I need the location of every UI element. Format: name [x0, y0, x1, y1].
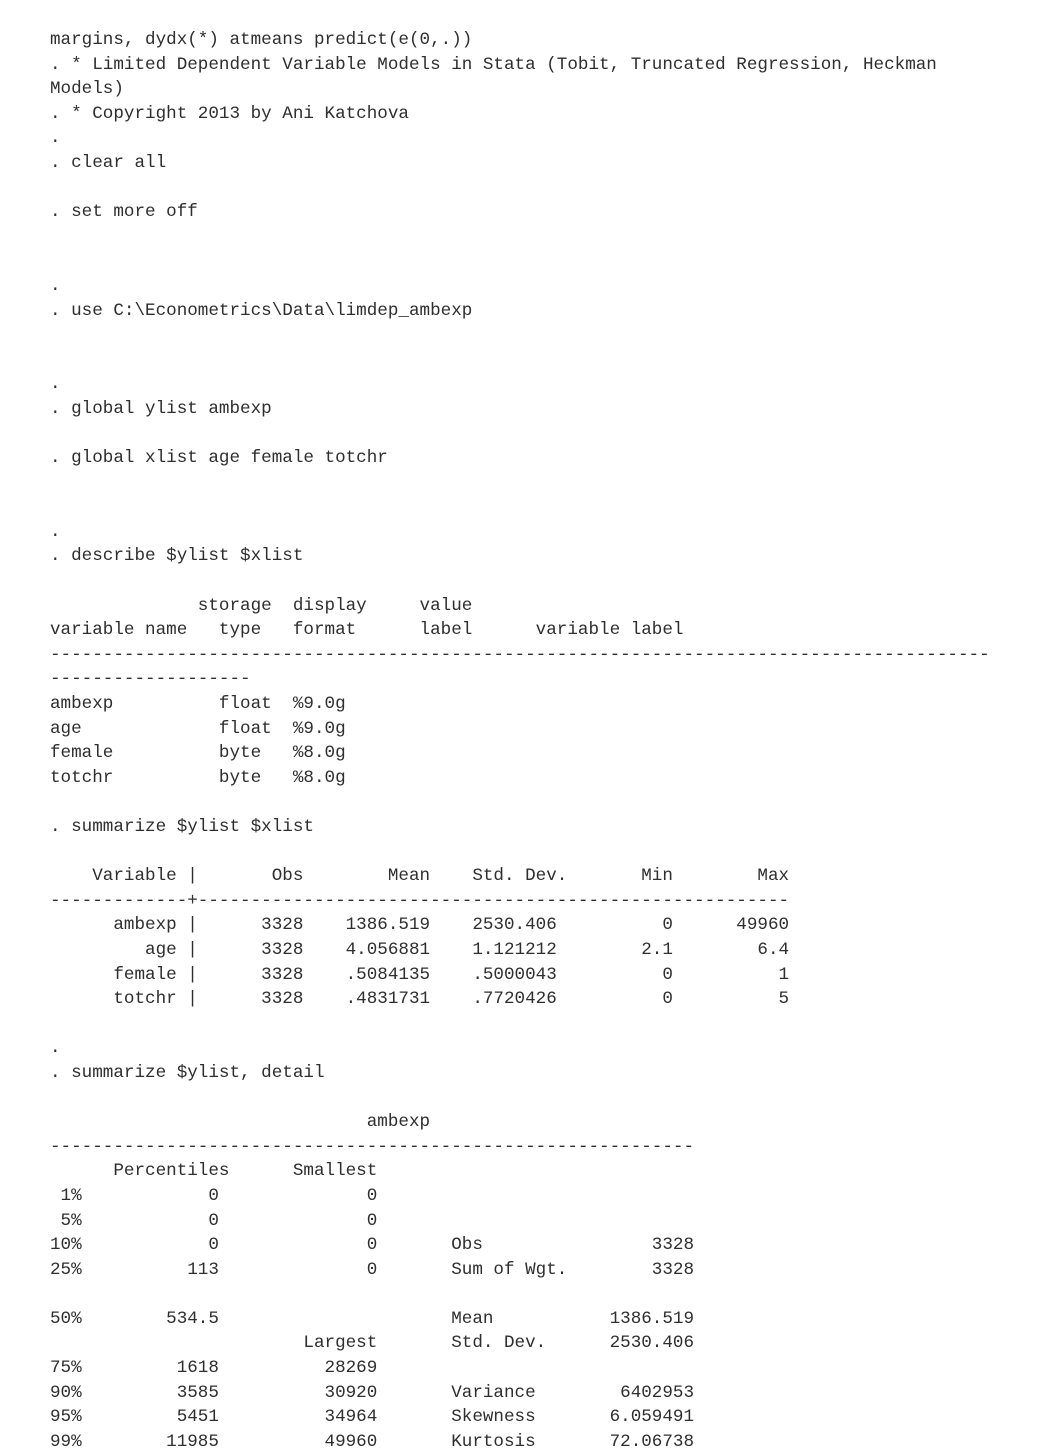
log-line: margins, dydx(*) atmeans predict(e(0,.)) — [50, 30, 473, 50]
log-line: Largest Std. Dev. 2530.406 — [50, 1333, 695, 1354]
log-line: female byte %8.0g — [50, 743, 346, 764]
log-line: 25% 113 0 Sum of Wgt. 3328 — [50, 1259, 695, 1280]
log-line: 10% 0 0 Obs 3328 — [50, 1235, 695, 1256]
log-line: ------------------------------------------------------------- — [50, 1136, 695, 1157]
log-line: ambexp — [50, 1112, 431, 1133]
log-line: . — [50, 374, 61, 395]
log-line: . — [50, 128, 61, 149]
log-line: female | 3328 .5084135 .5000043 0 1 — [50, 964, 790, 985]
log-line — [50, 495, 990, 520]
log-line: . * Limited Dependent Variable Models in Stata (Tobit, Truncated Regression, Heckman — [50, 54, 937, 75]
log-line: . * Copyright 2013 by Ani Katchova — [50, 103, 409, 124]
log-line: storage display value — [50, 595, 473, 616]
log-line: ------------------- — [50, 669, 251, 690]
log-line: 95% 5451 34964 Skewness 6.059491 — [50, 1407, 695, 1428]
log-line: . summarize $ylist $xlist — [50, 817, 314, 837]
log-line: age float %9.0g — [50, 718, 346, 739]
log-line — [50, 840, 990, 865]
log-line: ----------------------------------------------------------------------------------------- — [50, 644, 990, 665]
log-line: . — [50, 275, 61, 296]
log-line — [50, 323, 990, 348]
log-line: Percentiles Smallest — [50, 1161, 378, 1182]
log-line — [50, 471, 990, 496]
log-line: 99% 11985 49960 Kurtosis 72.06738 — [50, 1431, 695, 1452]
log-line — [50, 569, 990, 594]
log-line: Variable | Obs Mean Std. Dev. Min Max — [50, 866, 790, 887]
log-line: totchr byte %8.0g — [50, 767, 346, 788]
log-line: ambexp | 3328 1386.519 2530.406 0 49960 — [50, 915, 790, 936]
log-line: variable name type format label variable label — [50, 620, 684, 641]
log-line: 75% 1618 28269 — [50, 1358, 378, 1379]
log-line — [50, 249, 990, 274]
log-line — [50, 790, 990, 815]
log-line: -------------+-------------------------------------------------------- — [50, 890, 790, 911]
log-line: . global ylist ambexp — [50, 398, 272, 419]
log-line: 1% 0 0 — [50, 1185, 378, 1206]
log-line: . global xlist age female totchr — [50, 448, 388, 469]
log-line: ambexp float %9.0g — [50, 694, 346, 715]
log-line: 5% 0 0 — [50, 1210, 378, 1231]
log-line — [50, 1012, 990, 1037]
log-line: totchr | 3328 .4831731 .7720426 0 5 — [50, 989, 790, 1010]
log-line: . — [50, 521, 61, 542]
log-line: age | 3328 4.056881 1.121212 2.1 6.4 — [50, 939, 790, 960]
log-line: . use C:\Econometrics\Data\limdep_ambexp — [50, 300, 473, 321]
log-line — [50, 225, 990, 250]
stata-results-log — [50, 28, 990, 1454]
log-line: 50% 534.5 Mean 1386.519 — [50, 1308, 695, 1329]
log-line — [50, 1282, 990, 1307]
log-line — [50, 422, 990, 447]
log-line: . summarize $ylist, detail — [50, 1062, 325, 1083]
log-line: . describe $ylist $xlist — [50, 546, 304, 567]
log-line: 90% 3585 30920 Variance 6402953 — [50, 1382, 695, 1403]
log-line: Models) — [50, 79, 124, 100]
log-line — [50, 176, 990, 201]
log-line: . clear all — [50, 152, 167, 173]
log-line: . — [50, 1038, 61, 1059]
log-line: . set more off — [50, 202, 198, 223]
log-line — [50, 1086, 990, 1111]
log-line — [50, 348, 990, 373]
